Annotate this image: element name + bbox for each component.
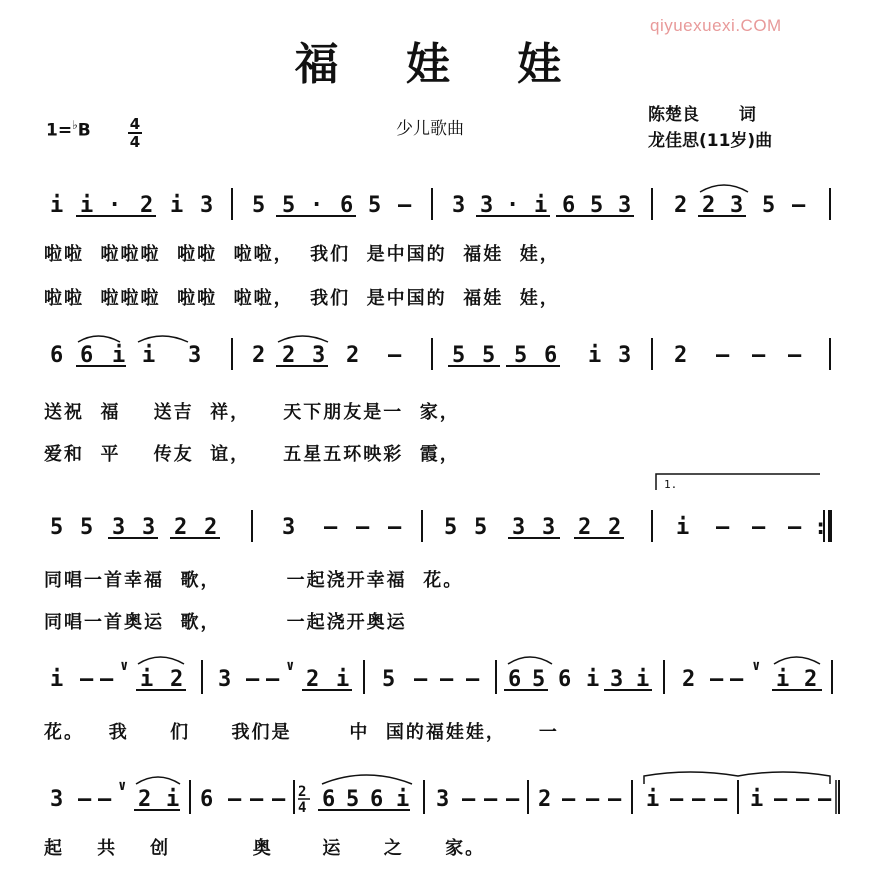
svg-text:–: – <box>228 787 242 812</box>
notation-row-3 <box>40 470 840 556</box>
svg-text:3: 3 <box>282 515 296 540</box>
svg-text:3: 3 <box>312 343 326 368</box>
svg-text:i: i <box>588 343 602 368</box>
svg-text:3: 3 <box>610 667 624 692</box>
svg-text:3: 3 <box>436 787 450 812</box>
svg-text:2: 2 <box>538 787 552 812</box>
svg-text:2: 2 <box>682 667 696 692</box>
svg-text:2: 2 <box>174 515 188 540</box>
svg-text:i: i <box>750 787 764 812</box>
svg-text:i: i <box>80 193 94 218</box>
svg-text:2: 2 <box>804 667 818 692</box>
svg-text:∨: ∨ <box>286 658 295 674</box>
svg-text:–: – <box>324 515 338 540</box>
site-watermark: qiyuexuexi.COM <box>650 16 782 35</box>
svg-text:3: 3 <box>218 667 232 692</box>
svg-text:4: 4 <box>298 800 307 816</box>
svg-text:5: 5 <box>50 515 64 540</box>
svg-text:2: 2 <box>346 343 360 368</box>
svg-text:–: – <box>730 667 744 692</box>
svg-text:∨: ∨ <box>752 658 761 674</box>
svg-text:–: – <box>562 787 576 812</box>
svg-text:5: 5 <box>482 343 496 368</box>
svg-text:6: 6 <box>200 787 214 812</box>
svg-text:–: – <box>752 515 766 540</box>
notation-row-2 <box>40 330 840 376</box>
svg-text:6: 6 <box>50 343 64 368</box>
svg-text:–: – <box>670 787 684 812</box>
svg-text:2: 2 <box>306 667 320 692</box>
svg-text:∨: ∨ <box>120 658 129 674</box>
svg-text:i: i <box>336 667 350 692</box>
svg-text:5: 5 <box>474 515 488 540</box>
svg-text:5: 5 <box>80 515 94 540</box>
svg-text:i: i <box>776 667 790 692</box>
svg-text:6: 6 <box>562 193 576 218</box>
svg-text:5: 5 <box>532 667 546 692</box>
lyric-row-2-verse-2: 爱和 平 传友 谊， 五星五环映彩 霞， <box>44 444 460 465</box>
svg-text:–: – <box>398 193 412 218</box>
svg-text:2: 2 <box>608 515 622 540</box>
svg-text:6: 6 <box>340 193 354 218</box>
svg-text:·: · <box>310 193 324 218</box>
svg-text:3: 3 <box>512 515 526 540</box>
svg-text:3: 3 <box>480 193 494 218</box>
svg-text:6: 6 <box>508 667 522 692</box>
svg-text:–: – <box>246 667 260 692</box>
svg-text:5: 5 <box>252 193 266 218</box>
volta-label: 1. <box>664 478 678 491</box>
svg-text:–: – <box>80 667 94 692</box>
lyric-row-5: 起 共 创 奥 运 之 家。 <box>44 838 486 859</box>
svg-text:–: – <box>710 667 724 692</box>
svg-text:5: 5 <box>444 515 458 540</box>
svg-text:3: 3 <box>730 193 744 218</box>
time-signature <box>128 116 142 150</box>
lyricist-credit: 陈楚良 词 <box>648 105 756 125</box>
notation-row-4 <box>40 650 840 700</box>
lyric-row-1-verse-1: 啦啦 啦啦啦 啦啦 啦啦， 我们 是中国的 福娃 娃， <box>44 244 560 265</box>
svg-text:3: 3 <box>188 343 202 368</box>
time-sig-bottom: 4 <box>129 133 141 151</box>
svg-text:i: i <box>636 667 650 692</box>
svg-text:–: – <box>100 667 114 692</box>
svg-text:–: – <box>506 787 520 812</box>
svg-text:5: 5 <box>590 193 604 218</box>
svg-text:–: – <box>586 787 600 812</box>
svg-text:∨: ∨ <box>118 778 127 794</box>
svg-text:–: – <box>608 787 622 812</box>
svg-text:2: 2 <box>252 343 266 368</box>
svg-text:6: 6 <box>80 343 94 368</box>
composer-credit: 龙佳思(11岁)曲 <box>648 131 773 151</box>
svg-text:–: – <box>716 343 730 368</box>
svg-text:–: – <box>440 667 454 692</box>
svg-text:2: 2 <box>298 784 307 800</box>
svg-text::: : <box>814 515 828 540</box>
svg-text:3: 3 <box>200 193 214 218</box>
lyric-row-3-verse-2: 同唱一首奥运 歌， 一起浇开奥运 <box>44 612 407 633</box>
svg-text:i: i <box>166 787 180 812</box>
svg-text:i: i <box>142 343 156 368</box>
svg-text:–: – <box>98 787 112 812</box>
svg-text:–: – <box>250 787 264 812</box>
svg-text:–: – <box>272 787 286 812</box>
svg-text:–: – <box>714 787 728 812</box>
svg-text:–: – <box>788 515 802 540</box>
svg-text:i: i <box>586 667 600 692</box>
svg-text:2: 2 <box>578 515 592 540</box>
svg-text:–: – <box>792 193 806 218</box>
svg-text:i: i <box>170 193 184 218</box>
key-letter: B <box>77 120 91 141</box>
svg-text:6: 6 <box>322 787 336 812</box>
svg-text:3: 3 <box>142 515 156 540</box>
lyric-row-2-verse-1: 送祝 福 送吉 祥， 天下朋友是一 家， <box>44 402 460 423</box>
svg-text:i: i <box>112 343 126 368</box>
flat-symbol: ♭ <box>72 118 78 132</box>
svg-text:·: · <box>506 193 520 218</box>
svg-text:i: i <box>534 193 548 218</box>
svg-text:3: 3 <box>542 515 556 540</box>
song-genre: 少儿歌曲 <box>396 119 464 139</box>
lyric-row-1-verse-2: 啦啦 啦啦啦 啦啦 啦啦， 我们 是中国的 福娃 娃， <box>44 288 560 309</box>
svg-text:i: i <box>396 787 410 812</box>
svg-text:6: 6 <box>544 343 558 368</box>
svg-text:3: 3 <box>50 787 64 812</box>
svg-text:3: 3 <box>618 193 632 218</box>
svg-text:5: 5 <box>368 193 382 218</box>
svg-text:2: 2 <box>170 667 184 692</box>
svg-text:5: 5 <box>346 787 360 812</box>
svg-text:5: 5 <box>514 343 528 368</box>
svg-text:–: – <box>484 787 498 812</box>
svg-text:5: 5 <box>382 667 396 692</box>
svg-text:–: – <box>774 787 788 812</box>
svg-text:5: 5 <box>452 343 466 368</box>
svg-text:–: – <box>414 667 428 692</box>
svg-text:2: 2 <box>702 193 716 218</box>
song-title: 福 娃 娃 <box>294 39 588 90</box>
svg-text:–: – <box>466 667 480 692</box>
svg-text:–: – <box>716 515 730 540</box>
svg-text:5: 5 <box>762 193 776 218</box>
key-label: 1= <box>46 120 73 141</box>
svg-text:2: 2 <box>138 787 152 812</box>
svg-text:i: i <box>140 667 154 692</box>
svg-text:–: – <box>388 515 402 540</box>
time-sig-top: 4 <box>129 115 141 133</box>
svg-text:2: 2 <box>282 343 296 368</box>
svg-text:2: 2 <box>674 193 688 218</box>
svg-text:–: – <box>818 787 832 812</box>
svg-text:–: – <box>266 667 280 692</box>
svg-text:3: 3 <box>618 343 632 368</box>
svg-text:5: 5 <box>282 193 296 218</box>
notation-row-5 <box>40 764 840 820</box>
lyric-row-4: 花。 我 们 我们是 中 国的福娃娃， 一 <box>44 722 559 743</box>
svg-text:6: 6 <box>558 667 572 692</box>
svg-text:–: – <box>356 515 370 540</box>
svg-text:i: i <box>50 667 64 692</box>
svg-text:i: i <box>676 515 690 540</box>
svg-text:2: 2 <box>140 193 154 218</box>
svg-text:i: i <box>50 193 64 218</box>
svg-text:·: · <box>108 193 122 218</box>
key-signature <box>46 118 91 141</box>
svg-text:–: – <box>462 787 476 812</box>
svg-text:–: – <box>78 787 92 812</box>
svg-text:3: 3 <box>452 193 466 218</box>
svg-text:6: 6 <box>370 787 384 812</box>
svg-text:–: – <box>692 787 706 812</box>
svg-text:–: – <box>796 787 810 812</box>
svg-text:2: 2 <box>674 343 688 368</box>
svg-text:2: 2 <box>204 515 218 540</box>
notation-row-1 <box>40 180 840 226</box>
svg-text:3: 3 <box>112 515 126 540</box>
svg-text:–: – <box>388 343 402 368</box>
svg-text:–: – <box>788 343 802 368</box>
svg-text:i: i <box>646 787 660 812</box>
svg-text:–: – <box>752 343 766 368</box>
lyric-row-3-verse-1: 同唱一首幸福 歌， 一起浇开幸福 花。 <box>44 570 464 591</box>
